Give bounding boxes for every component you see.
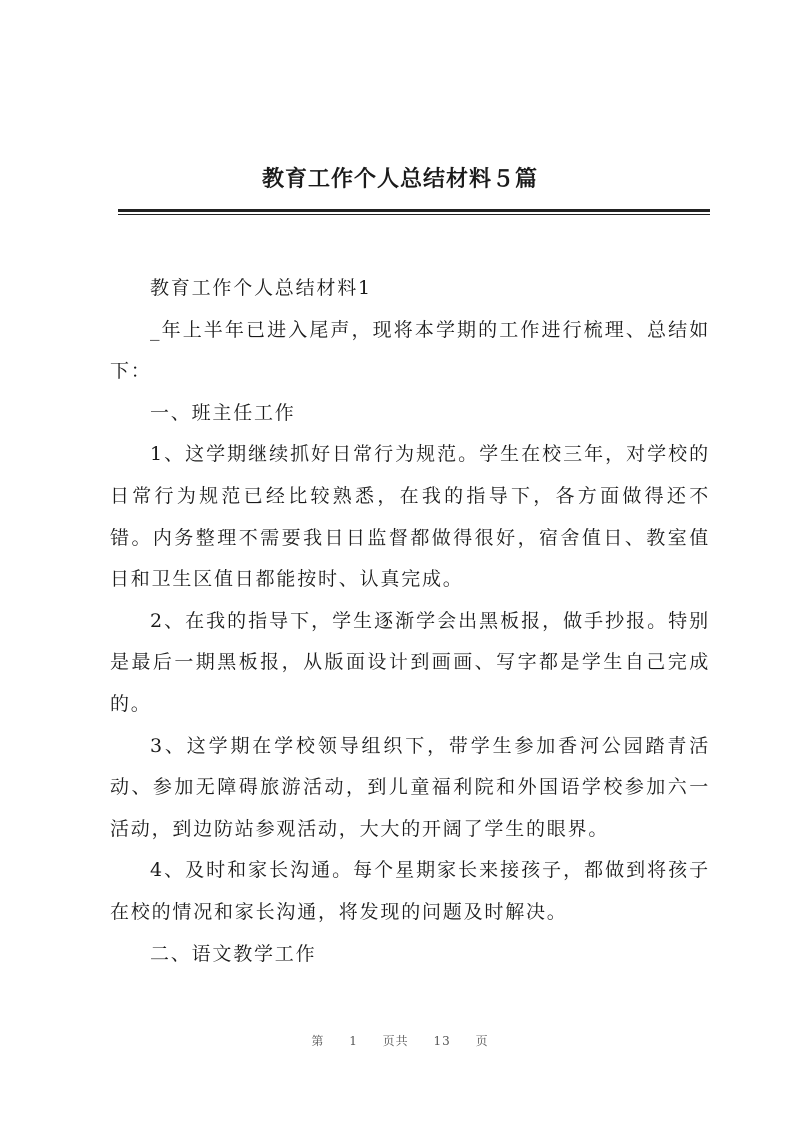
- footer-page-label: 第: [311, 1034, 325, 1048]
- paragraph: 1、这学期继续抓好日常行为规范。学生在校三年，对学校的日常行为规范已经比较熟悉，在我的指导下，各方面做得还不错。内务整理不需要我日日监督都做得很好，宿舍值日、教室值日和卫生区值日都能按时、认真完成。: [110, 443, 710, 591]
- footer-current-page: 1: [349, 1034, 358, 1048]
- footer-of-label: 页共: [382, 1034, 409, 1048]
- subsection-heading: 一、班主任工作: [150, 401, 296, 424]
- footer-pages-label: 页: [475, 1034, 489, 1048]
- page-footer: [0, 1032, 800, 1049]
- paragraph: 4、及时和家长沟通。每个星期家长来接孩子，都做到将孩子在校的情况和家长沟通，将发现的问题及时解决。: [110, 859, 710, 923]
- title-divider-thin: [118, 214, 710, 215]
- document-title: 教育工作个人总结材料５篇: [261, 166, 538, 192]
- footer-total-pages: 13: [433, 1034, 451, 1048]
- paragraph: 2、在我的指导下，学生逐渐学会出黑板报，做手抄报。特别是最后一期黑板报，从版面设计到画画、写字都是学生自己完成的。: [110, 609, 710, 715]
- section-heading: 教育工作个人总结材料1: [150, 277, 372, 299]
- paragraph: _年上半年已进入尾声，现将本学期的工作进行梳理、总结如下：: [110, 318, 710, 383]
- subsection-heading: 二、语文教学工作: [150, 942, 317, 965]
- document-body: [110, 268, 710, 975]
- paragraph: 3、这学期在学校领导组织下，带学生参加香河公园踏青活动、参加无障碍旅游活动，到儿童福利院和外国语学校参加六一活动，到边防站参观活动，大大的开阔了学生的眼界。: [110, 734, 710, 840]
- title-divider-thick: [118, 209, 710, 212]
